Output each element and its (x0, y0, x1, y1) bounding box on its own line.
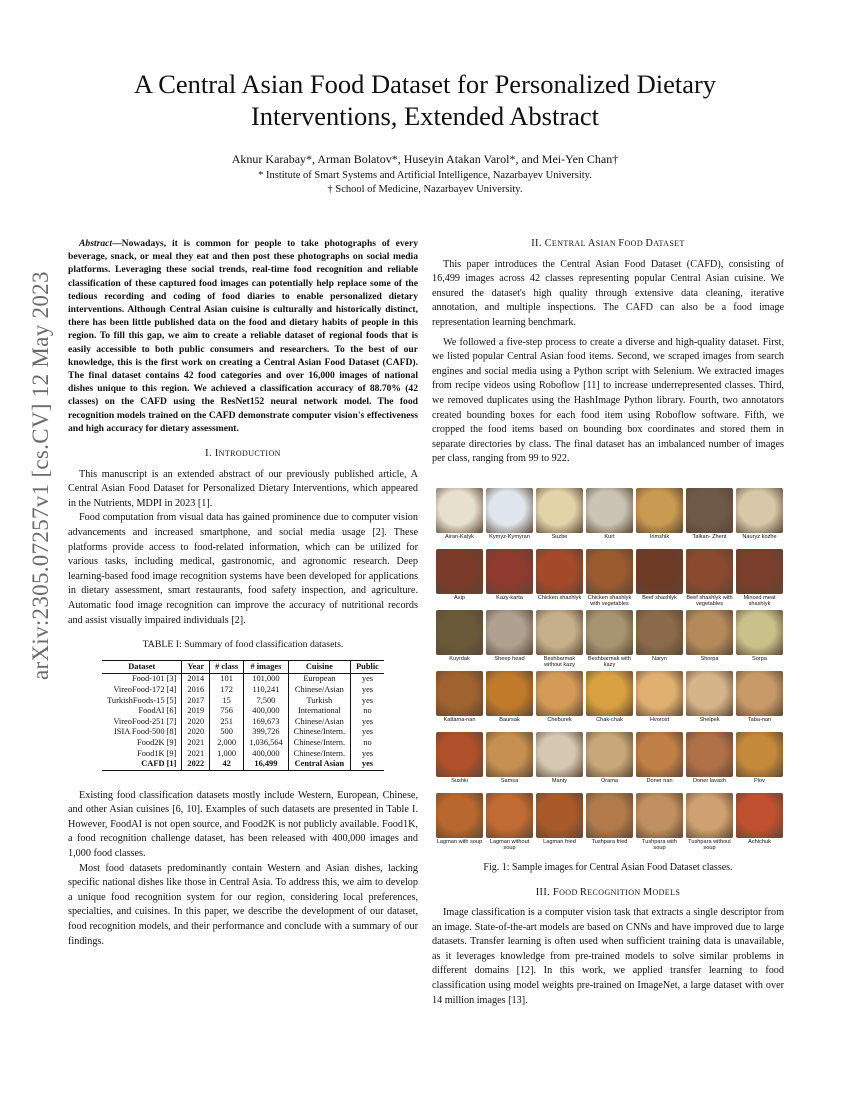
food-label: Tushpara with soup (642, 838, 677, 852)
food-sample (686, 732, 733, 791)
food-photo (486, 488, 533, 533)
table-row (102, 759, 384, 770)
food-photo (436, 549, 483, 594)
food-label: Kurt (604, 533, 615, 540)
table-row (102, 706, 384, 717)
table-cell: European (288, 674, 350, 685)
food-photo (586, 732, 633, 777)
table-cell: 756 (210, 706, 244, 717)
table-cell: 2021 (182, 749, 210, 760)
food-label: Sorpa (752, 655, 767, 662)
food-sample (586, 488, 633, 547)
food-photo (486, 610, 533, 655)
table-cell: 169,673 (244, 717, 289, 728)
food-photo (636, 732, 683, 777)
table-cell: yes (361, 727, 374, 737)
table-cell: TurkishFoods-15 [5] (102, 696, 182, 707)
food-sample (686, 793, 733, 852)
section-heading-dataset: II. CENTRAL ASIAN FOOD DATASET (531, 238, 685, 249)
table-cell: yes (361, 716, 374, 726)
table-header: Year (182, 660, 210, 674)
food-sample (686, 549, 733, 608)
food-sample (586, 793, 633, 852)
food-sample (586, 732, 633, 791)
food-photo (586, 610, 633, 655)
food-sample (536, 671, 583, 730)
food-photo (436, 488, 483, 533)
table-cell: 2,000 (210, 738, 244, 749)
food-sample (536, 793, 583, 852)
food-photo (536, 488, 583, 533)
table-header: # images (244, 660, 289, 674)
food-photo (536, 671, 583, 716)
intro-paragraph-1: This manuscript is an extended abstract of our previously published article, A Central Asian Food Dataset for Personalized Dietary Interventions, which appeared in the Nutrients, MDPI in 2023 [1]. (68, 468, 418, 509)
food-sample (686, 671, 733, 730)
food-sample (586, 549, 633, 608)
table-header: Public (351, 660, 384, 674)
food-sample (436, 549, 483, 608)
food-sample (486, 732, 533, 791)
food-sample (636, 549, 683, 608)
food-sample (486, 488, 533, 547)
right-column (432, 237, 784, 1008)
table-cell: 2021 (182, 738, 210, 749)
food-sample (636, 488, 683, 547)
food-label: Minced meat shashlyk (743, 594, 776, 608)
food-photo (686, 488, 733, 533)
food-photo (436, 793, 483, 838)
table-cell: no (363, 706, 372, 716)
food-sample (636, 732, 683, 791)
table-cell: VireoFood-251 [7] (102, 717, 182, 728)
intro-paragraph-3: Existing food classification datasets mostly include Western, European, Chinese, and other Asian cuisines [6, 10]. Examples of such datasets are presented in Table I. However, FoodAI is not open source, and Food2K is not publicly available. Food1K, a food recognition challenge dataset, has been released with 400,000 images and 1,000 food classes. (68, 789, 418, 860)
food-sample (686, 488, 733, 547)
table-row (102, 685, 384, 696)
food-photo (486, 732, 533, 777)
table-cell: 16,499 (244, 759, 289, 770)
food-photo (736, 610, 783, 655)
food-photo (736, 549, 783, 594)
food-photo (486, 671, 533, 716)
title-line-2: Interventions, Extended Abstract (250, 101, 600, 131)
food-photo (636, 488, 683, 533)
table-cell: no (363, 737, 372, 747)
table-cell: yes (351, 759, 384, 770)
affiliation-2: † School of Medicine, Nazarbayev University. (327, 184, 523, 195)
table-cell: Food2K [9] (102, 738, 182, 749)
table-cell: yes (361, 748, 374, 758)
abstract-label: Abstract (79, 238, 113, 249)
table-cell: VireoFood-172 [4] (102, 685, 182, 696)
food-photo (636, 610, 683, 655)
paper-title (60, 68, 790, 132)
author-list: Aknur Karabay*, Arman Bolatov*, Huseyin Atakan Varol*, and Mei-Yen Chan† (231, 152, 619, 166)
food-label: Taba-nan (747, 716, 772, 723)
table-cell: Chinese/Intern. (288, 738, 350, 749)
food-label: Naryn (652, 655, 667, 662)
food-label: Tushpara fried (591, 838, 628, 845)
intro-paragraph-2: Food computation from visual data has gained prominence due to computer vision advancements and increased smartphone, and social media usage [2]. These platforms provide access to food-related information, which can be utilized for various tasks, including medical, gastronomic, and agronomic research. Deep learning-based food image recognition systems have been developed for applications in dietary assessment, smart restaurants, food safety inspection, and agriculture. Automatic food image recognition can improve the accuracy of nutritional records and assist visually impaired individuals [2]. (68, 512, 418, 626)
food-sample (586, 610, 633, 669)
food-photo (536, 549, 583, 594)
table-cell: CAFD [1] (102, 759, 182, 770)
table-cell: International (288, 706, 350, 717)
food-photo (586, 549, 633, 594)
table-cell: ISIA Food-500 [8] (102, 727, 182, 738)
abstract (68, 237, 418, 435)
section-heading-introduction: I. INTRODUCTION (205, 448, 281, 460)
food-label: Irimshik (649, 533, 670, 540)
food-sample (436, 793, 483, 852)
models-paragraph-1: Image classification is a computer vision task that extracts a single descriptor from an image. State-of-the-art models are based on CNNs and have improved due to large datasets. Transfer learning is often used when sufficient training data is unavailable, as it leverages knowledge from pre-trained models to solve similar problems in different domains [12]. In this work, we applied transfer learning to food classification using model weights pre-trained on ImageNet, a large dataset with over 14 million images [13]. (432, 907, 784, 1006)
food-photo (686, 671, 733, 716)
food-label: Lagman with soup (436, 838, 483, 845)
food-label: Beef shashlyk (642, 594, 677, 601)
table-cell: 399,726 (244, 727, 289, 738)
food-label: Chak-chak (596, 716, 623, 723)
food-label: Sushki (451, 777, 468, 784)
food-photo (436, 610, 483, 655)
food-photo (436, 671, 483, 716)
table-cell: 2016 (182, 685, 210, 696)
left-column (68, 237, 418, 949)
food-label: Kymyz-Kymyran (489, 533, 530, 540)
food-label: Nauryz kozhe (742, 533, 777, 540)
food-sample (736, 671, 783, 730)
table-header: Dataset (102, 660, 182, 674)
food-label: Lagman without soup (489, 838, 530, 852)
dataset-paragraph-2: We followed a five-step process to create a diverse and high-quality dataset. First, we listed popular Central Asian food items. Second, we scraped images from search engines and social media using a Python script with Selenium. We extracted images from recipe videos using Roboflow [11] to increase underrepresented classes. Third, we removed duplicates using the HashImage Python library. Fourth, two annotators created bounding boxes for each food item using Roboflow software. Fifth, we cropped the food items based on bounding box coordinates and stored them in separate directories by class. The final dataset has an imbalanced number of images per class, ranging from 99 to 922. (432, 336, 784, 465)
food-label: Beshbarmak without kazy (543, 655, 576, 669)
food-sample-grid (436, 488, 784, 852)
food-photo (736, 488, 783, 533)
table-cell: 251 (210, 717, 244, 728)
affiliation-1: * Institute of Smart Systems and Artificial Intelligence, Nazarbayev University. (258, 170, 592, 181)
datasets-table (102, 660, 384, 771)
food-label: Beshbarmak with kazy (588, 655, 631, 669)
food-sample (486, 610, 533, 669)
food-photo (636, 671, 683, 716)
food-sample (736, 488, 783, 547)
food-sample (586, 671, 633, 730)
food-label: Baursak (499, 716, 520, 723)
food-label: Hvorost (649, 716, 670, 723)
food-label: Doner nan (646, 777, 673, 784)
food-photo (736, 671, 783, 716)
food-photo (586, 793, 633, 838)
food-sample (536, 488, 583, 547)
table-row (102, 717, 384, 728)
intro-paragraph-4: Most food datasets predominantly contain Western and Asian dishes, lacking specific national dishes like those in Central Asia. To address this, we aim to develop a unique food recognition system for our region, considering local preferences, specialties, and cuisines. In this paper, we describe the development of our dataset, food recognition models, and their performance and conclude with a summary of our findings. (68, 862, 418, 947)
arxiv-identifier: arXiv:2305.07257v1 [cs.CV] 12 May 2023 (28, 271, 53, 680)
food-photo (636, 549, 683, 594)
table-cell: Food1K [9] (102, 749, 182, 760)
food-photo (686, 732, 733, 777)
food-photo (686, 549, 733, 594)
food-label: Kuyrdak (449, 655, 470, 662)
food-photo (586, 671, 633, 716)
food-label: Airan-Katyk (445, 533, 474, 540)
table-row (102, 727, 384, 738)
table-cell: 2022 (182, 759, 210, 770)
food-sample (486, 671, 533, 730)
food-label: Kattama-nan (443, 716, 476, 723)
food-photo (586, 488, 633, 533)
food-sample (636, 671, 683, 730)
food-sample (736, 549, 783, 608)
food-label: Orama (600, 777, 619, 784)
food-sample (536, 549, 583, 608)
table-cell: 172 (210, 685, 244, 696)
food-sample (486, 549, 533, 608)
table-header: # class (210, 660, 244, 674)
table-cell: FoodAI [6] (102, 706, 182, 717)
food-label: Talkan- Zhent (692, 533, 727, 540)
food-sample (736, 732, 783, 791)
table-header: Cuisine (288, 660, 350, 674)
dataset-paragraph-1: This paper introduces the Central Asian Food Dataset (CAFD), consisting of 16,499 images across 42 classes representing popular Central Asian cuisine. We ensured the dataset's high quality through extensive data cleaning, iterative annotation, and multiple inspections. The CAFD can also be a food image representation learning benchmark. (432, 258, 784, 328)
table-cell: 110,241 (244, 685, 289, 696)
title-line-1: A Central Asian Food Dataset for Personalized Dietary (133, 69, 717, 99)
food-label: Shorpa (700, 655, 719, 662)
table-cell: Chinese/Asian (288, 685, 350, 696)
food-photo (686, 793, 733, 838)
table-cell: Turkish (288, 696, 350, 707)
food-label: Chicken shashlyk (537, 594, 582, 601)
food-photo (436, 732, 483, 777)
food-label: Suzbe (551, 533, 568, 540)
food-sample (436, 610, 483, 669)
food-label: Asip (454, 594, 465, 601)
table-cell: 500 (210, 727, 244, 738)
table-cell: 101,000 (244, 674, 289, 685)
table-cell: 101 (210, 674, 244, 685)
food-sample (436, 671, 483, 730)
food-label: Shelpek (699, 716, 720, 723)
table-cell: 2019 (182, 706, 210, 717)
table-cell: Chinese/Asian (288, 717, 350, 728)
table-cell: Food-101 [3] (102, 674, 182, 685)
table-cell: Chinese/Intern. (288, 749, 350, 760)
food-photo (536, 610, 583, 655)
food-photo (536, 732, 583, 777)
food-sample (736, 793, 783, 852)
table-cell: yes (361, 674, 374, 684)
table-cell: 1,036,564 (244, 738, 289, 749)
food-label: Samsa (500, 777, 519, 784)
table-cell: yes (361, 695, 374, 705)
food-sample (736, 610, 783, 669)
abstract-text: —Nowadays, it is common for people to take photographs of every beverage, snack, or meal they eat and then post these photographs on social media platforms. Leveraging these social trends, real-time food recognition and reliable classification of these captured food images can potentially help replace some of the tedious recording and coding of food diaries to enable personalized dietary interventions. Although Central Asian cuisine is culturally and historically distinct, there has been little published data on the food and dietary habits of people in this region. To fill this gap, we aim to create a reliable dataset of regional foods that is easily accessible to both public consumers and researchers. To the best of our knowledge, this is the first work on creating a Central Asian Food Dataset (CAFD). The final dataset contains 42 food categories and over 16,000 images of national dishes unique to this region. We achieved a classification accuracy of 88.70% (42 classes) on the CAFD using the ResNet152 neural network model. The food recognition models trained on the CAFD demonstrate computer vision's effectiveness and high accuracy for dietary assessment. (68, 238, 418, 434)
table-cell: 2014 (182, 674, 210, 685)
table-cell: 400,000 (244, 706, 289, 717)
food-sample (686, 610, 733, 669)
food-label: Achichuk (748, 838, 771, 845)
section-heading-models: III. FOOD RECOGNITION MODELS (535, 886, 681, 898)
table-cell: 15 (210, 696, 244, 707)
food-label: Plov (754, 777, 765, 784)
table-cell: 7,500 (244, 696, 289, 707)
food-sample (436, 732, 483, 791)
food-label: Sheep head (494, 655, 525, 662)
food-label: Manty (551, 777, 568, 784)
table-cell: 42 (210, 759, 244, 770)
table-row (102, 749, 384, 760)
food-sample (486, 793, 533, 852)
food-photo (736, 732, 783, 777)
food-sample (536, 610, 583, 669)
table-cell: 2020 (182, 727, 210, 738)
food-label: Tushpara without soup (688, 838, 731, 852)
food-label: Cheburek (547, 716, 572, 723)
food-sample (636, 793, 683, 852)
food-photo (736, 793, 783, 838)
food-label: Doner lavash (693, 777, 726, 784)
food-photo (486, 549, 533, 594)
food-photo (686, 610, 733, 655)
table-caption: TABLE I: Summary of food classification datasets. (142, 639, 344, 651)
food-label: Chicken shashlyk with vegetables (587, 594, 632, 608)
table-cell: Chinese/Intern. (288, 727, 350, 738)
table-cell: yes (361, 684, 374, 694)
table-row (102, 674, 384, 685)
food-photo (536, 793, 583, 838)
table-row (102, 696, 384, 707)
table-cell: 2020 (182, 717, 210, 728)
table-cell: 400,000 (244, 749, 289, 760)
food-label: Lagman fried (543, 838, 576, 845)
table-row (102, 738, 384, 749)
food-sample (536, 732, 583, 791)
food-photo (486, 793, 533, 838)
table-cell: Central Asian (288, 759, 350, 770)
table-cell: 1,000 (210, 749, 244, 760)
food-sample (636, 610, 683, 669)
table-cell: 2017 (182, 696, 210, 707)
figure-caption: Fig. 1: Sample images for Central Asian Food Dataset classes. (483, 861, 733, 873)
food-photo (636, 793, 683, 838)
food-label: Kazy-karta (496, 594, 523, 601)
food-sample (436, 488, 483, 547)
food-label: Beef shashlyk with vegetables (686, 594, 733, 608)
